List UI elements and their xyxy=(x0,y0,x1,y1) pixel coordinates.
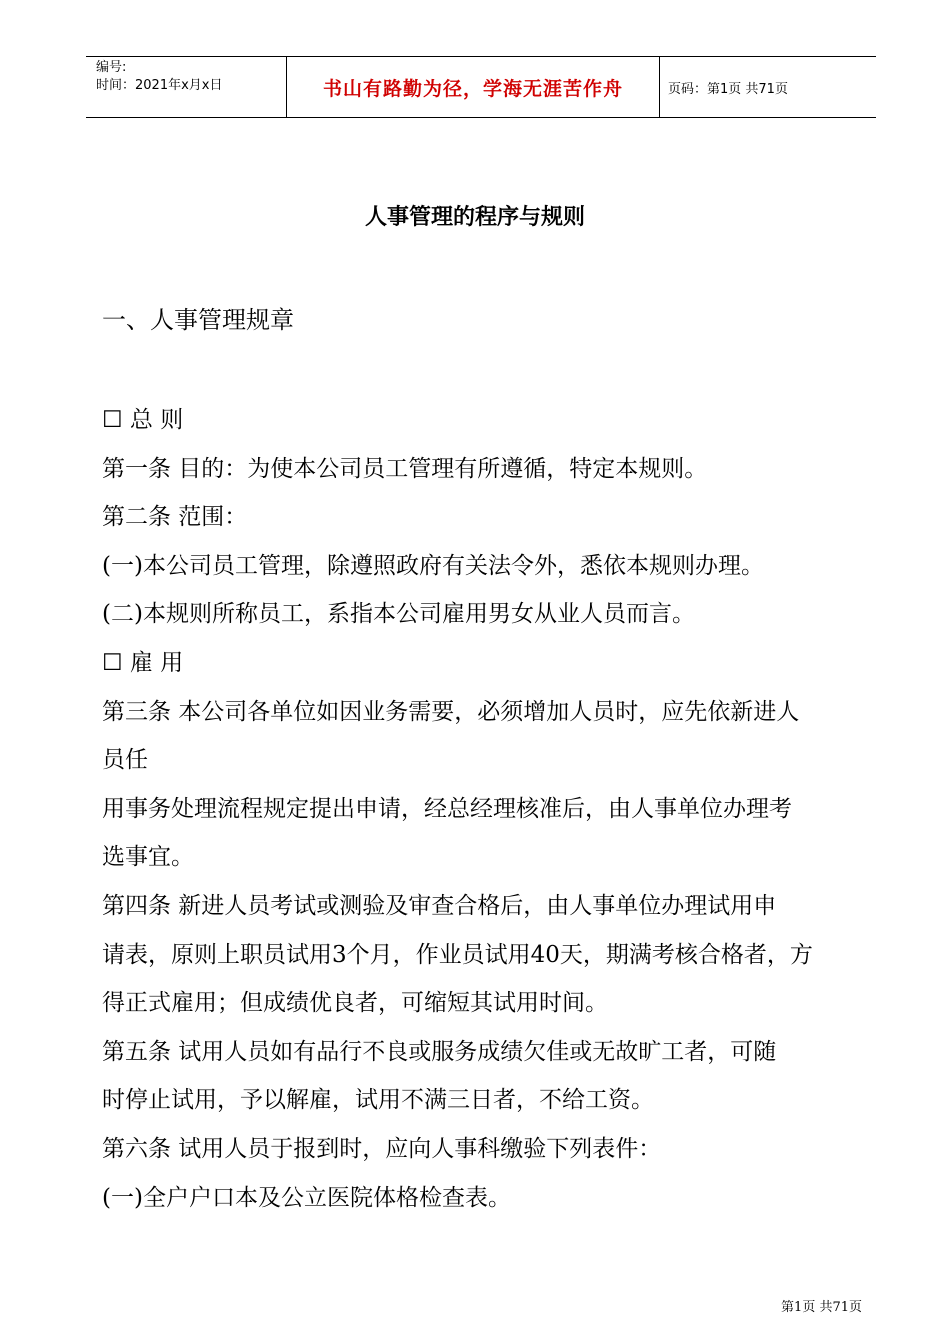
section-heading: 一、人事管理规章 xyxy=(102,306,294,334)
body-line: 选事宜。 xyxy=(102,844,194,871)
time-label: 时间：2021年x月x日 xyxy=(96,78,223,93)
number-label: 编号: xyxy=(96,60,127,75)
header-page-info: 页码：第1页 共71页 xyxy=(668,81,788,97)
body-line: 第五条 试用人员如有品行不良或服务成绩欠佳或无故旷工者，可随 xyxy=(102,1038,777,1065)
document-title: 人事管理的程序与规则 xyxy=(364,205,585,230)
body-line: 第一条 目的：为使本公司员工管理有所遵循，特定本规则。 xyxy=(102,455,708,482)
body-line: 第二条 范围： xyxy=(102,504,248,531)
body-line: 第三条 本公司各单位如因业务需要，必须增加人员时，应先依新进人 xyxy=(102,698,800,725)
body-line: 员任 xyxy=(102,747,148,774)
document-body xyxy=(102,396,862,1222)
body-line: (一)全户户口本及公立医院体格检查表。 xyxy=(102,1184,511,1211)
body-line: 请表，原则上职员试用3个月，作业员试用40天，期满考核合格者，方 xyxy=(102,941,813,968)
body-line: 第六条 试用人员于报到时，应向人事科缴验下列表件： xyxy=(102,1135,662,1162)
page-footer: 第1页 共71页 xyxy=(781,1300,862,1315)
body-line: 第四条 新进人员考试或测验及审查合格后，由人事单位办理试用申 xyxy=(102,892,777,919)
body-line: 用事务处理流程规定提出申请，经总经理核准后，由人事单位办理考 xyxy=(102,795,792,822)
body-line: 时停止试用，予以解雇，试用不满三日者，不给工资。 xyxy=(102,1087,654,1114)
body-line: (二)本规则所称员工，系指本公司雇用男女从业人员而言。 xyxy=(102,601,695,628)
page-header xyxy=(86,56,876,118)
body-line: (一)本公司员工管理，除遵照政府有关法令外，悉依本规则办理。 xyxy=(102,552,764,579)
body-line: 得正式雇用；但成绩优良者，可缩短其试用时间。 xyxy=(102,990,608,1017)
header-meta xyxy=(96,59,222,95)
header-motto: 书山有路勤为径，学海无涯苦作舟 xyxy=(286,57,660,117)
body-line: ☐ 总 则 xyxy=(102,407,184,433)
body-line: ☐ 雇 用 xyxy=(102,649,184,676)
